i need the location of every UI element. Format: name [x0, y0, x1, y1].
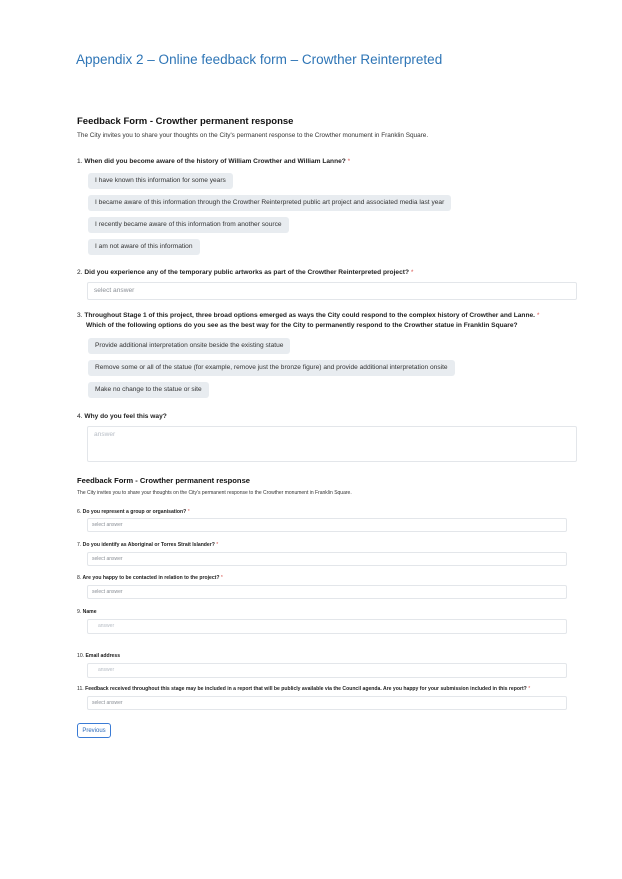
question-number: 4.	[77, 413, 83, 420]
question-text: Did you experience any of the temporary public artworks as part of the Crowther Reinterpreted project?	[84, 269, 409, 276]
question-number: 7.	[77, 542, 82, 548]
required-marker: *	[216, 542, 219, 548]
answer-option[interactable]: I am not aware of this information	[88, 239, 200, 255]
feedback-form-secondary	[77, 476, 567, 734]
question-number: 6.	[77, 509, 82, 515]
question-4-label	[77, 413, 167, 420]
form-intro: The City invites you to share your thoughts on the City's permanent response to the Crowther monument in Franklin Square.	[77, 490, 352, 496]
question-2-label	[77, 269, 413, 276]
required-marker: *	[347, 158, 351, 165]
select-answer-field[interactable]: select answer	[87, 585, 567, 599]
form-intro: The City invites you to share your thoughts on the City's permanent response to the Crowther monument in Franklin Square.	[77, 132, 429, 139]
question-text: Why do you feel this way?	[84, 413, 167, 420]
email-field[interactable]: answer	[87, 663, 567, 678]
question-number: 8.	[77, 575, 82, 581]
form-title: Feedback Form - Crowther permanent response	[77, 476, 251, 485]
select-answer-field[interactable]: select answer	[87, 518, 567, 532]
select-answer-field[interactable]: select answer	[87, 552, 567, 566]
select-answer-field[interactable]: select answer	[87, 696, 567, 710]
question-number: 2.	[77, 269, 83, 276]
answer-textarea[interactable]: answer	[87, 426, 577, 462]
question-6-label	[77, 509, 190, 515]
question-text: When did you become aware of the history of William Crowther and William Lanne?	[84, 158, 346, 165]
select-answer-field[interactable]: select answer	[87, 282, 577, 300]
answer-option[interactable]: I recently became aware of this information from another source	[88, 217, 289, 233]
answer-option[interactable]: Remove some or all of the statue (for example, remove just the bronze figure) and provide additional interpretation onsite	[88, 360, 455, 376]
question-3-label-line2: Which of the following options do you see as the best way for the City to permanently respond to the Crowther statue in Franklin Square?	[86, 322, 518, 329]
question-9-label	[77, 609, 97, 615]
required-marker: *	[187, 509, 190, 515]
answer-option[interactable]: Provide additional interpretation onsite beside the existing statue	[88, 338, 290, 354]
question-8-label	[77, 575, 223, 581]
answer-option[interactable]: I have known this information for some years	[88, 173, 233, 189]
answer-option[interactable]: I became aware of this information through the Crowther Reinterpreted public art project and associated media last year	[88, 195, 451, 211]
question-number: 3.	[77, 312, 83, 319]
question-text: Email address	[85, 653, 121, 659]
previous-button[interactable]: Previous	[77, 723, 111, 738]
required-marker: *	[536, 312, 540, 319]
required-marker: *	[528, 686, 531, 692]
question-number: 1.	[77, 158, 83, 165]
question-number: 11.	[77, 686, 84, 692]
question-number: 9.	[77, 609, 82, 615]
question-3-label	[77, 312, 539, 319]
question-text: Throughout Stage 1 of this project, three broad options emerged as ways the City could respond to the complex history of Crowther and Lanne.	[84, 312, 535, 319]
question-text: Are you happy to be contacted in relation to the project?	[82, 575, 220, 581]
question-11-label	[77, 686, 530, 692]
answer-option[interactable]: Make no change to the statue or site	[88, 382, 209, 398]
question-7-label	[77, 542, 218, 548]
question-text: Name	[82, 609, 97, 615]
required-marker: *	[410, 269, 414, 276]
name-field[interactable]: answer	[87, 619, 567, 634]
question-10-label	[77, 653, 120, 659]
page-heading: Appendix 2 – Online feedback form – Crowther Reinterpreted	[76, 52, 443, 67]
feedback-form-primary	[77, 116, 577, 438]
question-text: Feedback received throughout this stage may be included in a report that will be publicly available via the Council agenda. Are you happy for your submission included in this report?	[85, 686, 527, 692]
question-number: 10.	[77, 653, 85, 659]
form-title: Feedback Form - Crowther permanent response	[77, 116, 294, 127]
question-1-label	[77, 158, 350, 165]
question-text: Do you represent a group or organisation?	[82, 509, 187, 515]
required-marker: *	[220, 575, 223, 581]
question-text: Do you identify as Aboriginal or Torres Strait Islander?	[82, 542, 215, 548]
